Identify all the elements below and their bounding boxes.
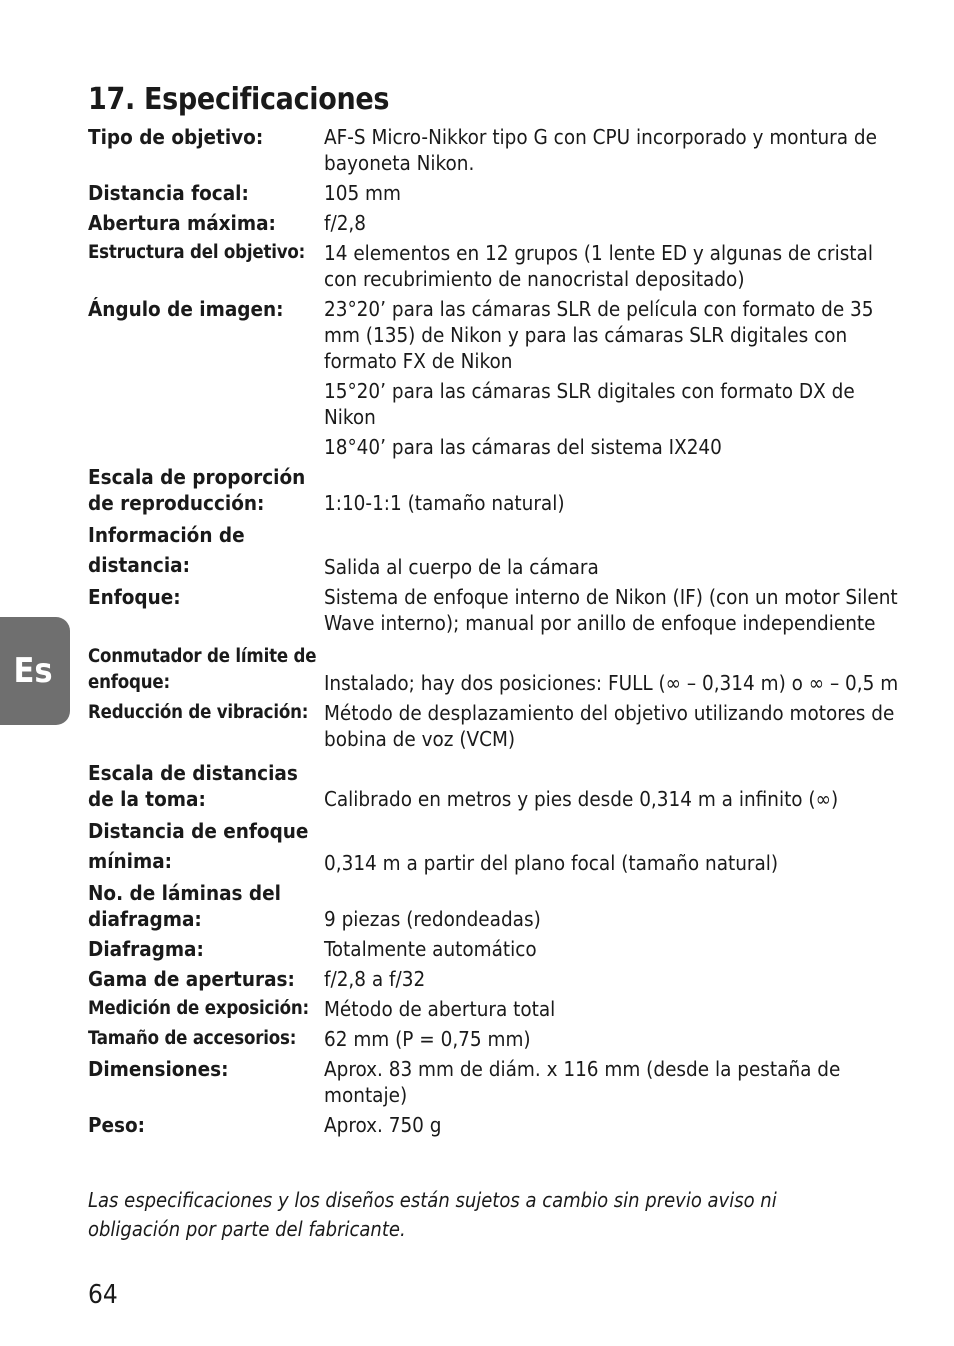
spec-value-text: AF-S Micro-Nikkor tipo G con CPU incorporado y montura de bayoneta Nikon. <box>324 125 877 175</box>
spec-value-text: 0,314 m a partir del plano focal (tamaño natural) <box>324 851 779 875</box>
spec-label: Distancia de enfoque mínima: <box>88 819 309 873</box>
spec-value <box>324 490 903 516</box>
spec-label: Dimensiones: <box>88 1057 229 1081</box>
spec-row-lens-type <box>88 124 903 176</box>
spec-row-focus-limit-switch <box>88 644 903 696</box>
spec-row-picture-angle <box>88 296 903 460</box>
spec-label: Peso: <box>88 1113 146 1137</box>
spec-value <box>324 210 903 236</box>
spec-label: Diafragma: <box>88 937 204 961</box>
spec-row-diaphragm-blades <box>88 880 903 932</box>
spec-label: Abertura máxima: <box>88 211 276 235</box>
spec-label: Tamaño de accesorios: <box>88 1028 297 1049</box>
spec-label: Estructura del objetivo: <box>88 242 306 263</box>
spec-row-max-aperture <box>88 210 903 236</box>
spec-value-text: Aprox. 83 mm de diám. x 116 mm (desde la pestaña de montaje) <box>324 1057 841 1107</box>
spec-value <box>324 670 903 696</box>
spec-value-text: Calibrado en metros y pies desde 0,314 m a infinito (∞) <box>324 787 839 811</box>
spec-label: Conmutador de límite de enfoque: <box>88 646 317 693</box>
footnote: Las especificaciones y los diseños están sujetos a cambio sin previo aviso ni obligación por parte del fabricante. <box>88 1188 777 1241</box>
spec-value <box>324 996 903 1022</box>
spec-row-distance-information <box>88 520 903 580</box>
spec-value-text: Aprox. 750 g <box>324 1113 442 1137</box>
spec-row-attachment-size <box>88 1026 903 1052</box>
spec-label: Gama de aperturas: <box>88 967 295 991</box>
spec-value <box>324 1112 903 1138</box>
page-number: 64 <box>88 1280 118 1310</box>
spec-row-aperture-range <box>88 966 903 992</box>
spec-label: Medición de exposición: <box>88 998 310 1019</box>
spec-row-lens-construction <box>88 240 903 292</box>
language-tab: Es <box>0 617 70 725</box>
page-title: 17. Especificaciones <box>88 82 390 117</box>
spec-label: Ángulo de imagen: <box>88 297 284 321</box>
spec-row-focusing <box>88 584 903 636</box>
spec-value-text: Método de desplazamiento del objetivo utilizando motores de bobina de voz (VCM) <box>324 701 895 751</box>
spec-value <box>324 786 903 812</box>
spec-value-text: Instalado; hay dos posiciones: FULL (∞ – 0,314 m) o ∞ – 0,5 m <box>324 671 899 695</box>
spec-row-vibration-reduction <box>88 700 903 752</box>
spec-row-focal-length <box>88 180 903 206</box>
spec-row-weight <box>88 1112 903 1138</box>
spec-value <box>324 584 903 636</box>
spec-value-text: f/2,8 a f/32 <box>324 967 426 991</box>
spec-value <box>324 906 903 932</box>
spec-value-text: 15°20’ para las cámaras SLR digitales con formato DX de Nikon <box>324 379 855 429</box>
spec-label: Escala de proporción de reproducción: <box>88 465 306 515</box>
spec-label: Enfoque: <box>88 585 181 609</box>
specifications-list <box>88 124 903 1138</box>
spec-value <box>324 554 903 580</box>
spec-value-text: 23°20’ para las cámaras SLR de película con formato de 35 mm (135) de Nikon y para las cámaras SLR digitales con formato FX de Nikon <box>324 297 874 373</box>
spec-label: Información de distancia: <box>88 523 245 577</box>
spec-value-text: Totalmente automático <box>324 937 537 961</box>
spec-row-exposure-measurement <box>88 996 903 1022</box>
spec-value <box>324 850 903 876</box>
spec-value-text: 14 elementos en 12 grupos (1 lente ED y algunas de cristal con recubrimiento de nanocristal depositado) <box>324 241 873 291</box>
spec-value-text: 9 piezas (redondeadas) <box>324 907 541 931</box>
spec-row-closest-focus <box>88 816 903 876</box>
spec-value-text: 62 mm (P = 0,75 mm) <box>324 1027 531 1051</box>
spec-label: Distancia focal: <box>88 181 249 205</box>
spec-value <box>324 296 903 460</box>
spec-value <box>324 936 903 962</box>
spec-row-diaphragm <box>88 936 903 962</box>
spec-label: No. de láminas del diafragma: <box>88 881 281 931</box>
spec-value <box>324 700 903 752</box>
spec-value <box>324 1056 903 1108</box>
spec-row-distance-scale <box>88 760 903 812</box>
spec-label: Escala de distancias de la toma: <box>88 761 298 811</box>
spec-value <box>324 1026 903 1052</box>
spec-value <box>324 124 903 176</box>
spec-value <box>324 240 903 292</box>
spec-row-dimensions <box>88 1056 903 1108</box>
spec-value-text: f/2,8 <box>324 211 367 235</box>
spec-label: Tipo de objetivo: <box>88 125 264 149</box>
spec-value <box>324 180 903 206</box>
spec-value-text: Salida al cuerpo de la cámara <box>324 555 599 579</box>
spec-row-reproduction-ratio <box>88 464 903 516</box>
spec-value-text: Método de abertura total <box>324 997 556 1021</box>
spec-value-text: Sistema de enfoque interno de Nikon (IF) (con un motor Silent Wave interno); manual por anillo de enfoque independiente <box>324 585 898 635</box>
spec-value-text: 1:10-1:1 (tamaño natural) <box>324 491 565 515</box>
spec-value-text: 18°40’ para las cámaras del sistema IX240 <box>324 435 722 459</box>
spec-value <box>324 966 903 992</box>
spec-value-text: 105 mm <box>324 181 401 205</box>
spec-label: Reducción de vibración: <box>88 702 309 723</box>
